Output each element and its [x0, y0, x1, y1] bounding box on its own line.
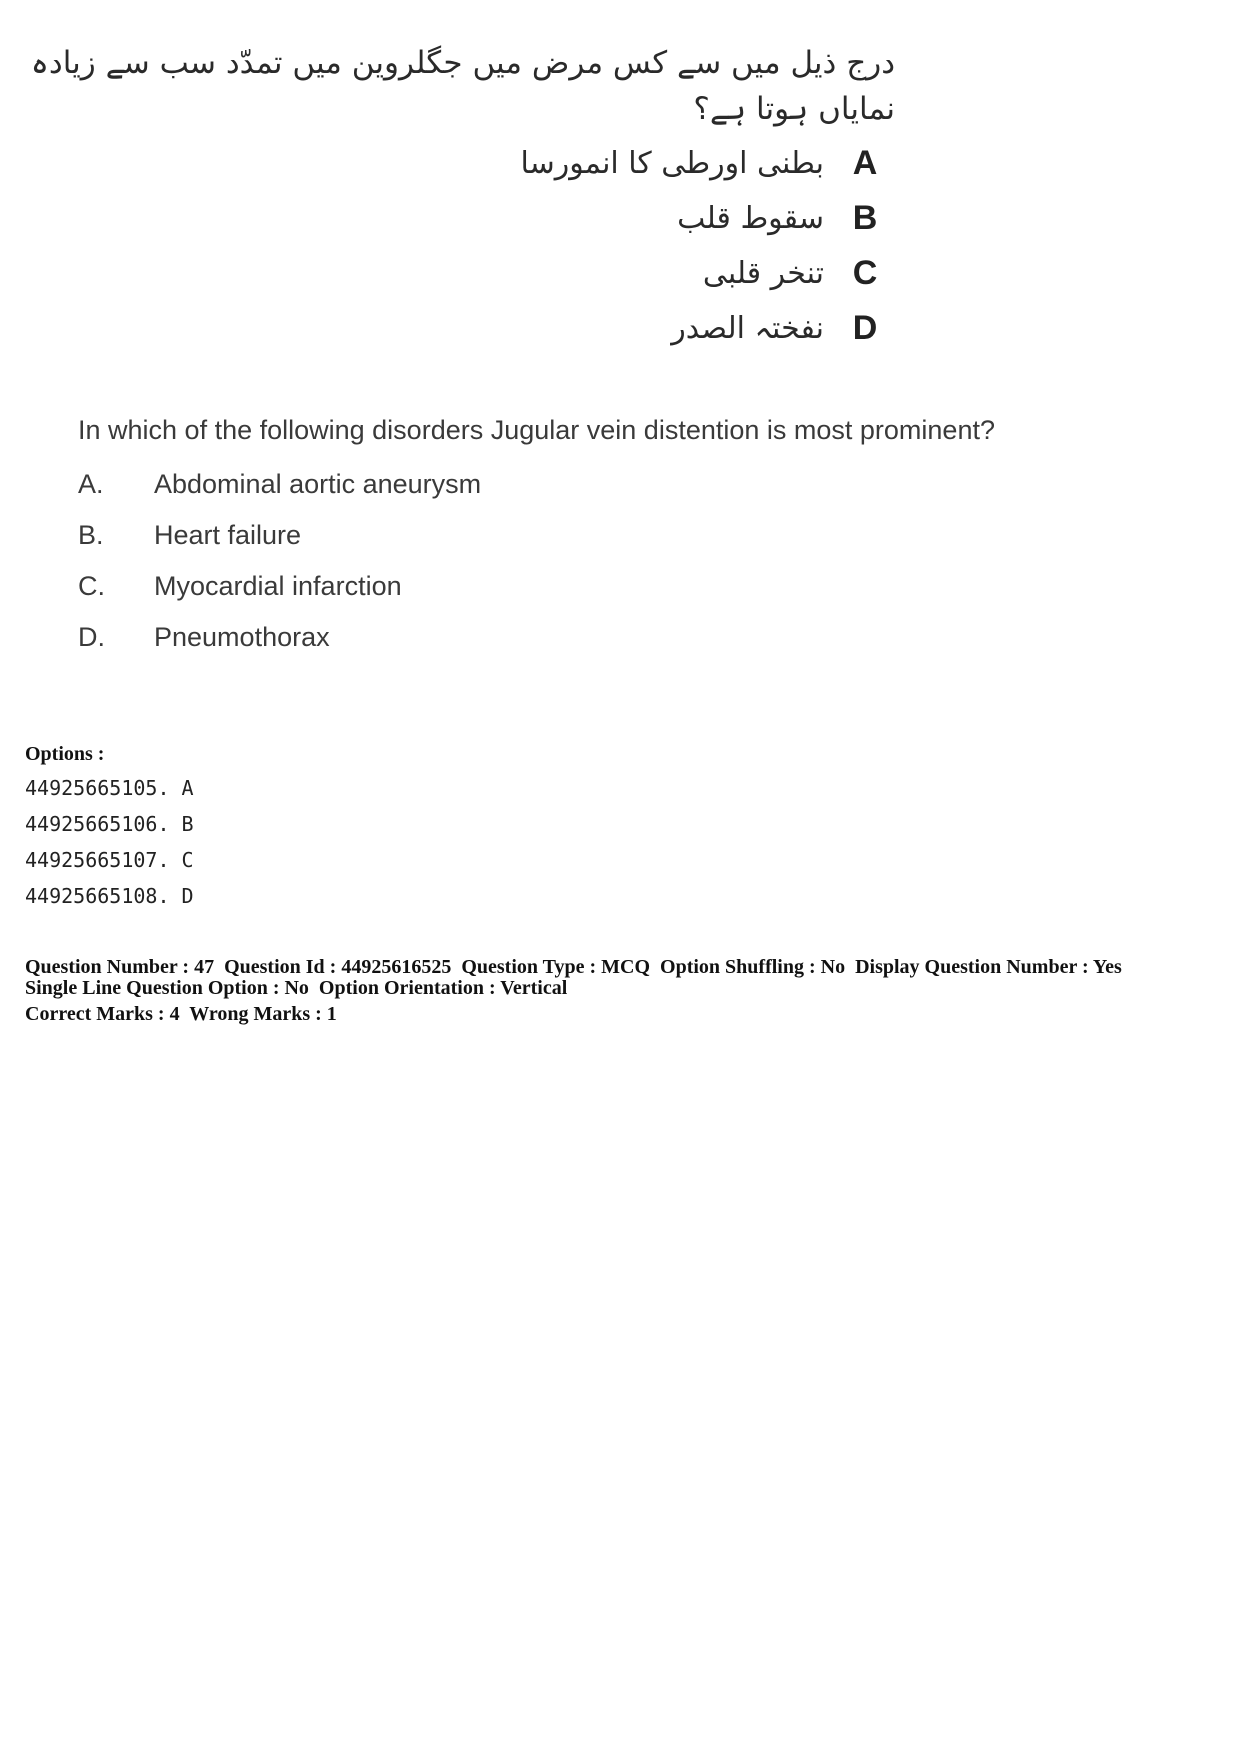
urdu-option-label: A	[852, 143, 878, 182]
urdu-option-d	[671, 303, 880, 353]
option-item: 44925665107. C	[25, 848, 194, 872]
option-item: 44925665108. D	[25, 884, 194, 908]
english-question-text: In which of the following disorders Jugular vein distention is most prominent?	[78, 415, 995, 445]
english-option-text: Pneumothorax	[154, 621, 330, 652]
english-option-d	[78, 617, 330, 657]
option-item: 44925665105. A	[25, 776, 194, 800]
options-heading: Options :	[25, 743, 105, 765]
question-meta-line: Question Number : 47 Question Id : 44925616525 Question Type : MCQ Option Shuffling : No Display Question Number : Yes	[25, 956, 1122, 978]
english-option-text: Heart failure	[154, 519, 302, 550]
urdu-option-text: سقوط قلب	[677, 200, 824, 236]
english-option-c	[78, 566, 402, 606]
english-option-text: Myocardial infarction	[154, 570, 402, 601]
urdu-option-text: نفختہ الصدر	[671, 310, 824, 346]
question-image	[30, 20, 1050, 680]
urdu-option-label: D	[852, 308, 878, 347]
english-option-label: D.	[78, 621, 105, 652]
urdu-option-a	[520, 138, 880, 188]
option-item: 44925665106. B	[25, 812, 194, 836]
urdu-option-c	[703, 248, 880, 298]
urdu-option-text: بطنی اورطی کا انمورسا	[520, 145, 824, 181]
urdu-option-text: تنخر قلبی	[702, 255, 824, 291]
english-option-text: Abdominal aortic aneurysm	[154, 468, 482, 499]
english-option-label: A.	[78, 468, 104, 499]
marks-line: Correct Marks : 4 Wrong Marks : 1	[25, 1003, 337, 1025]
urdu-question-text: درج ذیل میں سے کس مرض میں جگلروین میں تمدّد سب سے زیادہ نمایاں ہوتا ہے؟	[30, 45, 895, 127]
urdu-option-b	[677, 193, 880, 243]
urdu-option-label: B	[852, 198, 878, 237]
question-meta-line: Single Line Question Option : No Option Orientation : Vertical	[25, 977, 568, 999]
english-option-label: C.	[78, 570, 105, 601]
english-option-a	[78, 464, 481, 504]
urdu-option-label: C	[852, 253, 878, 292]
english-option-label: B.	[78, 519, 104, 550]
english-option-b	[78, 515, 301, 555]
